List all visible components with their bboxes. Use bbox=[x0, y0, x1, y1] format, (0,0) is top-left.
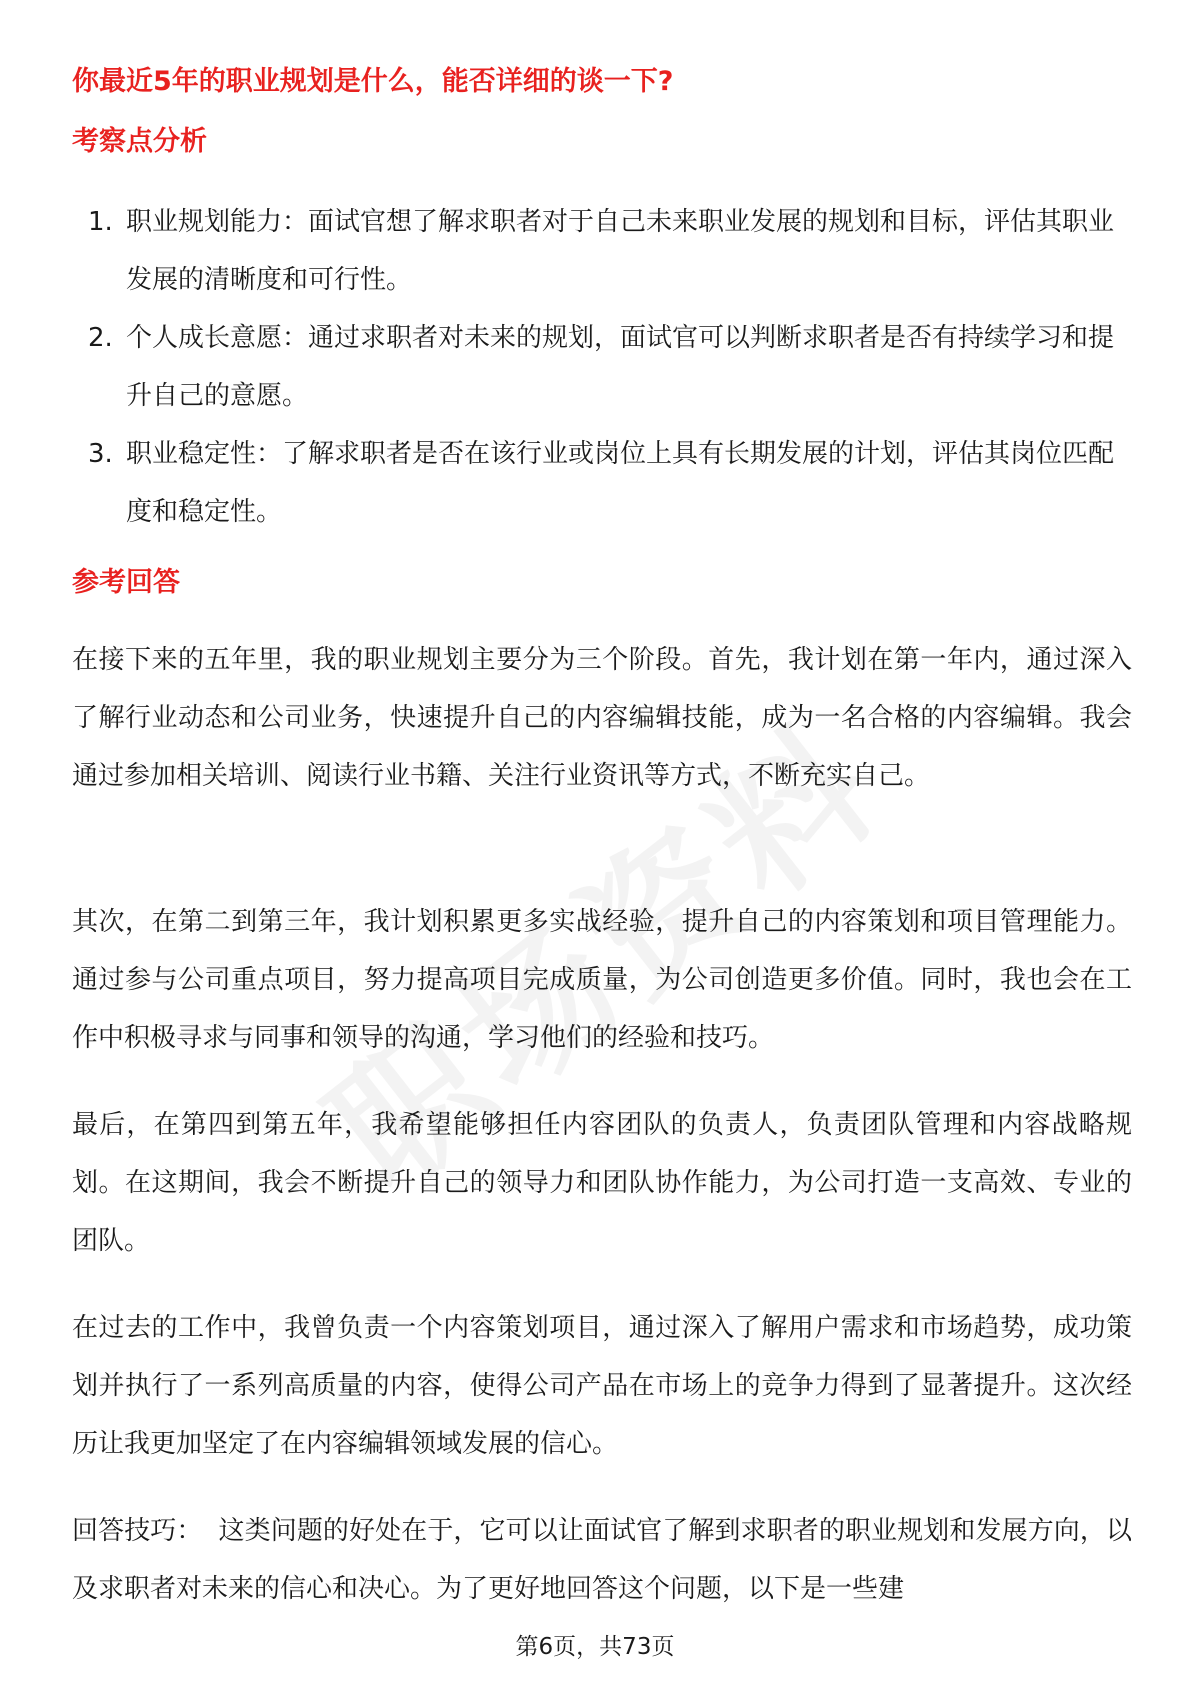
question-title: 你最近5年的职业规划是什么，能否详细的谈一下? bbox=[72, 66, 674, 97]
tips-paragraph bbox=[72, 1502, 1132, 1618]
analysis-list bbox=[72, 193, 1132, 541]
list-item-number: 1. bbox=[88, 207, 113, 237]
answer-paragraph: 最后，在第四到第五年，我希望能够担任内容团队的负责人，负责团队管理和内容战略规划。在这期间，我会不断提升自己的领导力和团队协作能力，为公司打造一支高效、专业的团队。 bbox=[72, 1110, 1132, 1256]
list-item-number: 2. bbox=[88, 323, 113, 353]
answer-paragraph: 其次，在第二到第三年，我计划积累更多实战经验，提升自己的内容策划和项目管理能力。通过参与公司重点项目，努力提高项目完成质量，为公司创造更多价值。同时，我也会在工作中积极寻求与同事和领导的沟通，学习他们的经验和技巧。 bbox=[72, 907, 1132, 1053]
tips-label: 回答技巧： bbox=[72, 1516, 203, 1546]
answer-paragraph: 在接下来的五年里，我的职业规划主要分为三个阶段。首先，我计划在第一年内，通过深入了解行业动态和公司业务，快速提升自己的内容编辑技能，成为一名合格的内容编辑。我会通过参加相关培训、阅读行业书籍、关注行业资讯等方式，不断充实自己。 bbox=[72, 645, 1132, 791]
list-item-number: 3. bbox=[88, 439, 113, 469]
list-item bbox=[72, 425, 1132, 541]
list-item-text: 个人成长意愿：通过求职者对未来的规划，面试官可以判断求职者是否有持续学习和提升自己的意愿。 bbox=[126, 323, 1115, 411]
answer-heading: 参考回答 bbox=[72, 567, 180, 598]
list-item bbox=[72, 193, 1132, 309]
list-item-text: 职业稳定性：了解求职者是否在该行业或岗位上具有长期发展的计划，评估其岗位匹配度和稳定性。 bbox=[126, 439, 1115, 527]
list-item bbox=[72, 309, 1132, 425]
page-number: 第6页，共73页 bbox=[515, 1634, 675, 1660]
list-item-text: 职业规划能力：面试官想了解求职者对于自己未来职业发展的规划和目标，评估其职业发展的清晰度和可行性。 bbox=[126, 207, 1115, 295]
analysis-heading: 考察点分析 bbox=[72, 126, 207, 157]
tips-text: 这类问题的好处在于，它可以让面试官了解到求职者的职业规划和发展方向，以及求职者对未来的信心和决心。为了更好地回答这个问题，以下是一些建 bbox=[72, 1516, 1132, 1604]
answer-paragraph: 在过去的工作中，我曾负责一个内容策划项目，通过深入了解用户需求和市场趋势，成功策划并执行了一系列高质量的内容，使得公司产品在市场上的竞争力得到了显著提升。这次经历让我更加坚定了在内容编辑领域发展的信心。 bbox=[72, 1313, 1132, 1459]
